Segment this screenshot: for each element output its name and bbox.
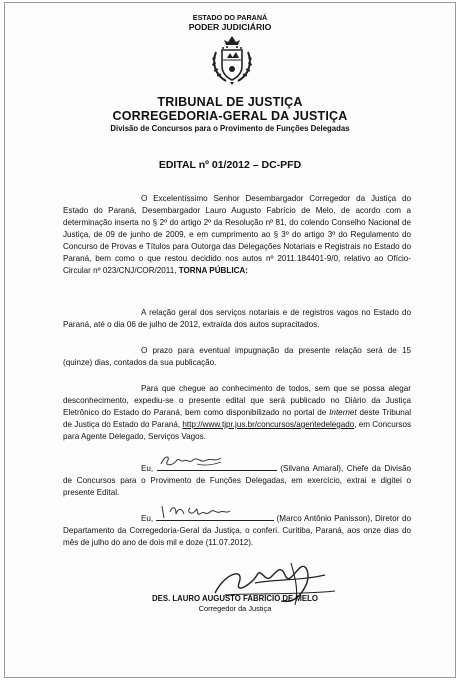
paragraph-silvana-text: (Silvana Amaral), Chefe da Divisão de Concursos para o Provimento de Funções Delegadas, em exercício, extrai e digitei o presente Edital. <box>63 464 412 497</box>
paragraph-intro-emphasis: TORNA PÚBLICA: <box>178 266 248 275</box>
paragraph-deadline <box>63 345 411 369</box>
internet-word: Internet <box>329 408 357 417</box>
paragraph-publication-text-3: , em Concursos para Agente Delegado, Serviços Vagos. <box>63 420 411 441</box>
paragraph-silvana-prefix: Eu, <box>141 464 154 473</box>
signatory-role: Corregedor da Justiça <box>198 604 272 613</box>
paragraph-relation-text: A relação geral dos serviços notariais e de registros vagos no Estado do Paraná, até o dia 06 de julho de 2012, extraída dos autos supracitados. <box>63 308 411 329</box>
paragraph-intro-text: O Excelentíssimo Senhor Desembargador Corregedor da Justiça do Estado do Paraná, Desembargador Lauro Augusto Fabrício de Melo, de acordo com a determinação inserta no § 2º do artigo 2º da Resolução nº 81, do colendo Conselho Nacional de Justiça, de 09 de junho de 2009, e em cumprimento ao § 3º do artigo 3º do Regulamento do Concurso de Provas e Títulos para Outorga das Delegações Notariais e Registrais no Estado do Paraná, bem como o que restou decidido nos autos nº 2011.184401-9/0, relativo ao Ofício-Circular nº 023/CNJ/COR/2011, <box>63 194 411 275</box>
corregedoria-title: CORREGEDORIA-GERAL DA JUSTIÇA <box>112 109 348 123</box>
parana-coat-of-arms-icon <box>206 34 258 86</box>
division-subtitle: Divisão de Concursos para o Provimento de Funções Delegadas <box>110 124 350 133</box>
judiciary-name: PODER JUDICIÁRIO <box>188 22 272 32</box>
signatory-name: DES. LAURO AUGUSTO FABRÍCIO DE MELO <box>152 594 318 603</box>
silvana-signature-line <box>157 462 277 471</box>
marco-handwritten-signature-icon <box>156 502 246 520</box>
paragraph-silvana <box>63 462 411 499</box>
paragraph-publication-text-2: deste Tribunal de Justiça do Estado do Paraná, <box>63 408 412 429</box>
edital-title: EDITAL nº 01/2012 – DC-PFD <box>158 159 302 171</box>
portal-link[interactable]: http://www.tjpr.jus.br/concursos/agentedelegado <box>182 420 355 429</box>
paragraph-publication <box>63 383 411 443</box>
paragraph-publication-text: Para que chegue ao conhecimento de todos, sem que se possa alegar desconhecimento, expediu-se o presente edital que será publicado no Diário da Justiça Eletrônico do Estado do Paraná, bem como disponibilizado no portal de <box>63 384 411 417</box>
paragraph-marco <box>63 512 411 549</box>
paragraph-marco-text: (Marco Antônio Panisson), Diretor do Departamento da Corregedoria-Geral da Justiça, o conferi. Curitiba, Paraná, aos onze dias do mês de julho do ano de dois mil e doze (11.07.2012). <box>63 514 411 547</box>
state-name: ESTADO DO PARANÁ <box>192 13 268 22</box>
paragraph-intro <box>63 193 411 277</box>
paragraph-marco-prefix: Eu, <box>141 514 154 523</box>
document-page <box>4 2 456 678</box>
paragraph-relation <box>63 307 411 331</box>
marco-signature-line <box>156 512 274 521</box>
edital-document <box>5 3 455 677</box>
tribunal-title: TRIBUNAL DE JUSTIÇA <box>157 95 303 109</box>
silvana-handwritten-signature-icon <box>157 452 227 470</box>
paragraph-deadline-text: O prazo para eventual impugnação da presente relação será de 15 (quinze) dias, contados da sua publicação. <box>63 346 411 367</box>
